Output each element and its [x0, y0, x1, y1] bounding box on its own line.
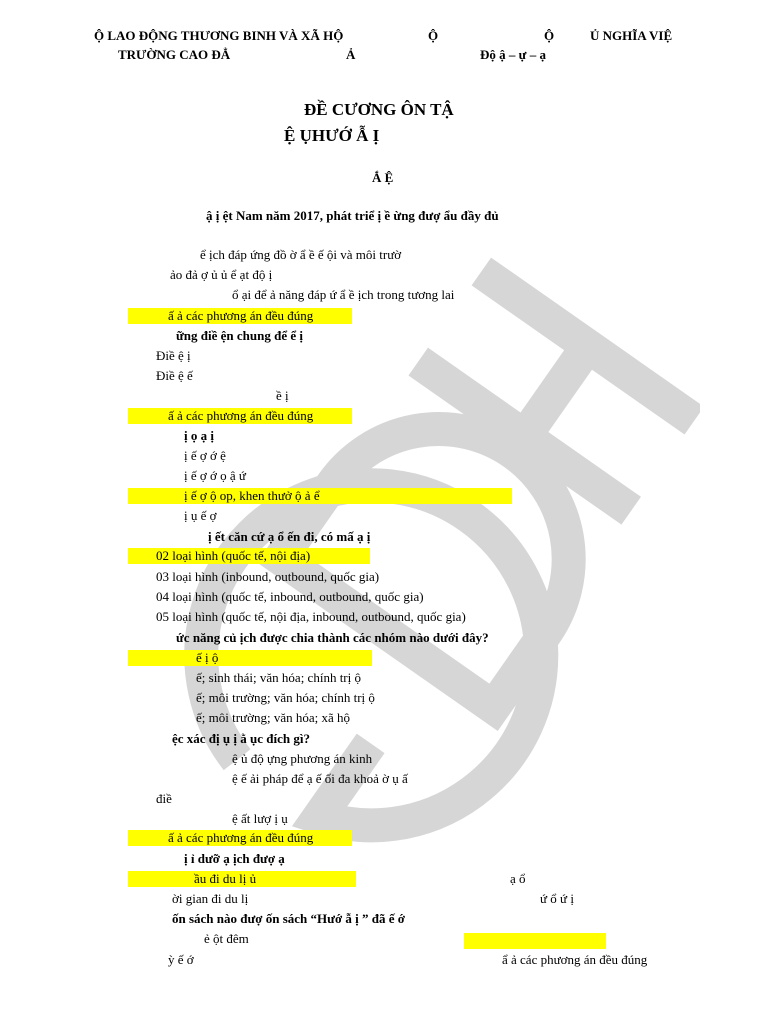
answer-line: ạ ổ — [510, 871, 526, 886]
answer-line: ấ ả các phương án đều đúng — [168, 830, 314, 845]
national-motto: Độ ậ – ự – ạ — [480, 47, 546, 62]
ministry-name: Ộ LAO ĐỘNG THƯƠNG BINH VÀ XÃ HỘ — [94, 28, 344, 43]
question-line: ị ọ ạ ị — [184, 428, 214, 443]
answer-line: ệ ủ độ ựng phương án kinh — [232, 751, 373, 766]
answer-line: ổ ại để ả năng đáp ứ ẩ ề ịch trong tương lai — [232, 287, 455, 302]
title-line-1: ĐỀ CƯƠNG ÔN TẬ — [304, 100, 454, 119]
highlight-bar — [128, 650, 372, 666]
answer-line: ị ế ợ ộ op, khen thưở ộ ả ể — [184, 488, 320, 503]
answer-line: ẻ ột đêm — [204, 931, 249, 946]
answer-line: ị ế ợ ớ ọ ậ ứ — [184, 468, 246, 483]
answer-line: ấ ả các phương án đều đúng — [168, 408, 314, 423]
ministry-fragment-2: Ộ — [544, 28, 555, 43]
question-line: ị ỉ dưỡ ạ ịch đượ ạ — [184, 851, 285, 866]
answer-line: ời gian đi du lị — [172, 891, 249, 906]
answer-line: ế; môi trường; văn hóa; xã hộ — [196, 710, 351, 725]
watermark-letter-h — [418, 271, 694, 510]
answer-line: ệ ế ải pháp để ạ ế ối đa khoả ờ ụ ấ — [232, 771, 408, 786]
answer-line: điề — [156, 791, 172, 806]
answer-line: ảo đả ợ ủ ủ ể ạt độ ị — [170, 267, 273, 282]
answer-line: Điề ệ ị — [156, 348, 191, 363]
answer-line: ị ế ợ ớ ệ — [184, 448, 226, 463]
answer-line: 05 loại hình (quốc tế, nội địa, inbound, outbound, quốc gia) — [156, 609, 466, 624]
highlight-bar — [464, 933, 606, 949]
republic-name: Ủ NGHĨA VIỆ — [590, 28, 673, 43]
answer-line: ẩ ả các phương án đều đúng — [502, 952, 648, 967]
school-name: TRƯỜNG CAO ĐẲ — [118, 47, 231, 62]
answer-line: Điề ệ ế — [156, 368, 193, 383]
school-fragment: Ả — [346, 47, 356, 62]
question-line: ốn sách nào đượ ốn sách “Hướ ẫ ị ” đã ế ớ — [172, 911, 405, 926]
answer-line: 04 loại hình (quốc tế, inbound, outbound, quốc gia) — [156, 589, 424, 604]
answer-line: ể ịch đáp ứng đồ ờ ẩ ề ế ội và môi trườ — [200, 247, 402, 262]
answer-line: ị ụ ế ợ — [184, 508, 217, 523]
answer-line: 03 loại hình (inbound, outbound, quốc gia) — [156, 569, 380, 584]
answer-line: ệ ất lượ ị ụ — [232, 811, 288, 826]
answer-line: ầu đi du lị ủ — [194, 871, 257, 886]
answer-line: 02 loại hình (quốc tế, nội địa) — [156, 548, 311, 563]
section-title: Ắ Ệ — [372, 170, 394, 185]
answer-line: ứ ổ ứ ị — [540, 891, 574, 906]
question-line: ệc xác đị ụ ị ằ ục đích gì? — [172, 731, 310, 746]
answer-line: ế; môi trường; văn hóa; chính trị ộ — [196, 690, 375, 705]
title-line-2: Ệ ỤHƯỚ Ẫ Ị — [284, 126, 380, 145]
answer-line: ỳ ế ớ — [168, 952, 194, 967]
question-line: ững điề ện chung để ể ị — [176, 328, 303, 343]
answer-line: ế ị ộ — [196, 650, 219, 665]
question-line: ị ết căn cứ ạ ổ ến đi, có mấ ạ ị — [208, 529, 371, 544]
answer-line: ế; sinh thái; văn hóa; chính trị ộ — [196, 670, 361, 685]
question-line: ậ ị ệt Nam năm 2017, phát triể ị ề ừng đượ ẩu đầy đủ — [206, 208, 499, 223]
question-line: ức năng củ ịch được chia thành các nhóm nào dưới đây? — [176, 630, 489, 645]
ministry-fragment: Ộ — [428, 28, 439, 43]
answer-line: ấ ả các phương án đều đúng — [168, 308, 314, 323]
answer-line: ề ị — [276, 388, 289, 403]
